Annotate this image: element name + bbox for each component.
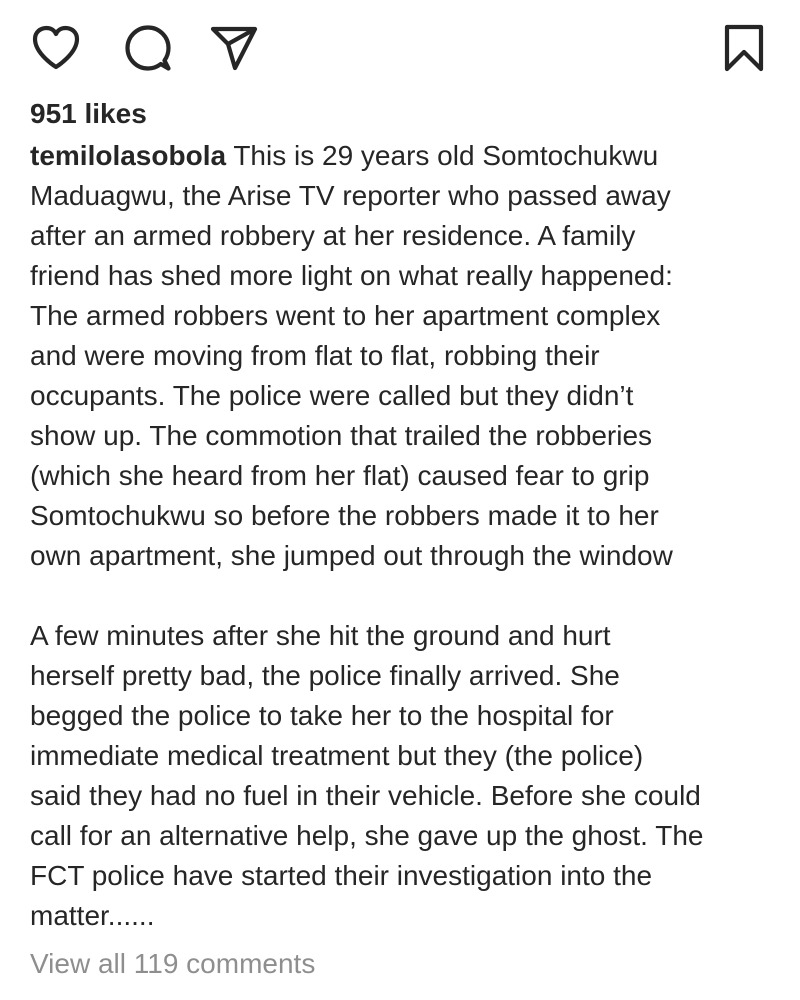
post-caption xyxy=(30,136,780,936)
caption-line: after an armed robbery at her residence. A family xyxy=(30,220,636,251)
likes-count[interactable]: 951 likes xyxy=(30,98,147,129)
post-username[interactable]: temilolasobola xyxy=(30,140,227,171)
caption-line: said they had no fuel in their vehicle. Before she could xyxy=(30,780,701,811)
caption-line: occupants. The police were called but they didn’t xyxy=(30,380,634,411)
post-action-bar xyxy=(0,0,800,90)
caption-line: Somtochukwu so before the robbers made it to her xyxy=(30,500,659,531)
caption-line: A few minutes after she hit the ground and hurt xyxy=(30,620,611,651)
caption-line: friend has shed more light on what really happened: xyxy=(30,260,673,291)
caption-line: immediate medical treatment but they (the police) xyxy=(30,740,644,771)
caption-line: (which she heard from her flat) caused fear to grip xyxy=(30,460,650,491)
caption-line: Maduagwu, the Arise TV reporter who passed away xyxy=(30,180,671,211)
caption-blank-line xyxy=(30,576,780,616)
caption-line: and were moving from flat to flat, robbing their xyxy=(30,340,600,371)
caption-line: FCT police have started their investigation into the xyxy=(30,860,653,891)
caption-line: herself pretty bad, the police finally arrived. She xyxy=(30,660,620,691)
caption-line: call for an alternative help, she gave up the ghost. The xyxy=(30,820,704,851)
send-icon[interactable] xyxy=(208,22,260,74)
heart-icon[interactable] xyxy=(30,22,82,74)
caption-line: temilolasobola This is 29 years old Somtochukwu xyxy=(30,140,659,171)
caption-line: show up. The commotion that trailed the robberies xyxy=(30,420,653,451)
caption-line: own apartment, she jumped out through the window xyxy=(30,540,673,571)
bookmark-icon[interactable] xyxy=(718,22,770,74)
comment-bubble-icon[interactable] xyxy=(122,22,174,74)
caption-line: The armed robbers went to her apartment complex xyxy=(30,300,661,331)
caption-line: matter...... xyxy=(30,900,155,931)
view-all-comments-link[interactable]: View all 119 comments xyxy=(30,948,316,979)
caption-line: begged the police to take her to the hospital for xyxy=(30,700,614,731)
